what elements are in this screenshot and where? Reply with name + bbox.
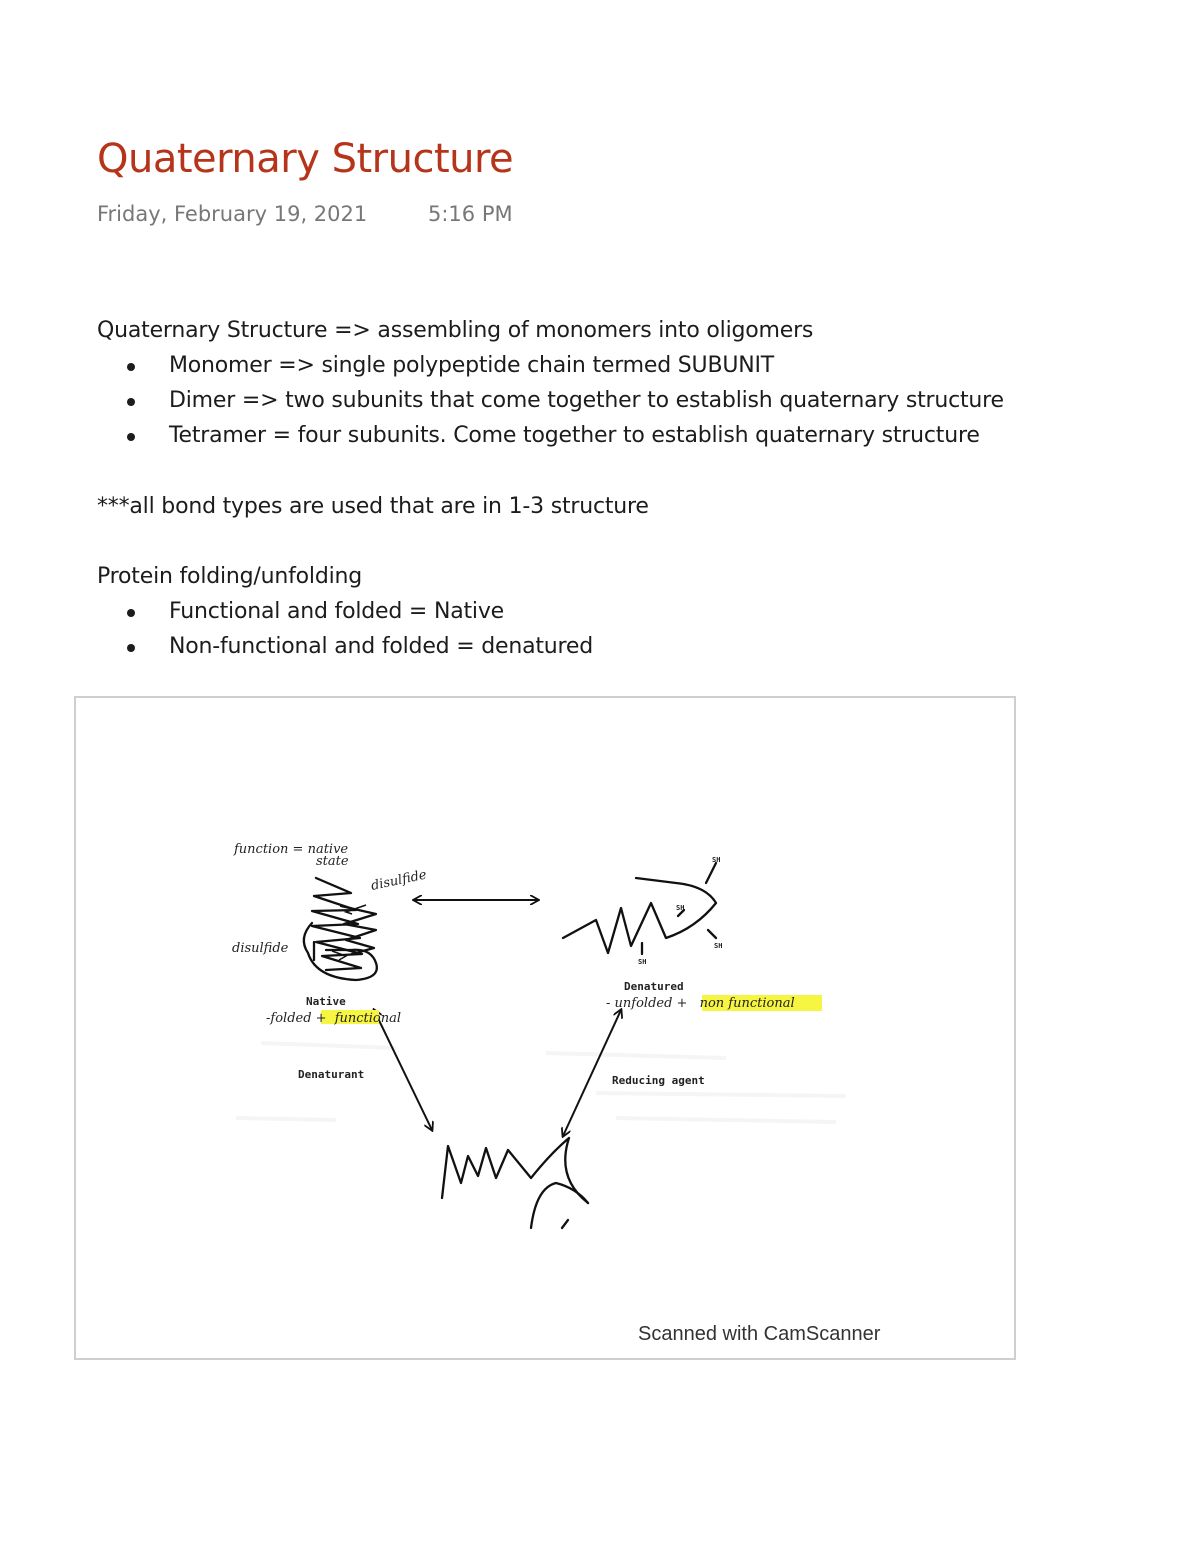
disulfide-left-note: disulfide: [232, 941, 289, 956]
page-meta: [97, 200, 513, 228]
denatured-subnote-highlight: non functional: [699, 996, 795, 1011]
bullet-icon: [127, 398, 135, 406]
list-item: [97, 351, 1004, 386]
list-item-text: Dimer => two subunits that come together to establish quaternary structure: [169, 388, 1004, 413]
protein-folding-diagram: [76, 698, 1014, 1358]
camscanner-watermark: Scanned with CamScanner: [638, 1323, 881, 1345]
sh-label: SH: [712, 856, 721, 864]
list-item: [97, 421, 1004, 456]
denaturant-label: Denaturant: [298, 1068, 365, 1081]
sh-label: SH: [676, 904, 685, 912]
native-subnote-highlight: functional: [334, 1011, 402, 1026]
bullet-icon: [127, 609, 135, 617]
denatured-subnote-prefix: - unfolded +: [606, 996, 688, 1011]
native-protein-shape: [304, 878, 377, 980]
sh-label: SH: [714, 942, 723, 950]
denatured-protein-shape: [563, 863, 716, 954]
list-item: [97, 632, 593, 667]
function-native-note: function = native: [234, 842, 349, 857]
list-item-text: Non-functional and folded = denatured: [169, 634, 593, 659]
reducing-agent-arrow: [563, 1010, 621, 1136]
denaturant-arrow: [374, 1010, 432, 1130]
disulfide-top-note: disulfide: [369, 867, 428, 894]
reducing-agent-label: Reducing agent: [612, 1074, 705, 1087]
bullet-icon: [127, 644, 135, 652]
page-date: Friday, February 19, 2021: [97, 202, 368, 226]
native-subnote-prefix: -folded +: [266, 1011, 327, 1026]
denatured-label: Denatured: [624, 980, 684, 993]
note-line: ***all bond types are used that are in 1-3 structure: [97, 494, 649, 519]
page-title: Quaternary Structure: [97, 136, 514, 182]
list-item: [97, 386, 1004, 421]
folding-bullet-list: [97, 597, 593, 667]
denatured-subnote: [606, 996, 795, 1011]
state-note: state: [316, 854, 349, 869]
list-item-text: Tetramer = four subunits. Come together to establish quaternary structure: [169, 423, 980, 448]
page-time: 5:16 PM: [428, 202, 513, 226]
intro-line: Quaternary Structure => assembling of monomers into oligomers: [97, 318, 814, 343]
native-label: Native: [306, 995, 346, 1008]
list-item-text: Functional and folded = Native: [169, 599, 504, 624]
folding-heading: Protein folding/unfolding: [97, 564, 363, 589]
list-item-text: Monomer => single polypeptide chain termed SUBUNIT: [169, 353, 775, 378]
bullet-icon: [127, 363, 135, 371]
structure-bullet-list: [97, 351, 1004, 456]
list-item: [97, 597, 593, 632]
bullet-icon: [127, 433, 135, 441]
scanned-figure[interactable]: [74, 696, 1016, 1360]
scan-noise: [236, 1043, 846, 1122]
reduced-protein-shape: [442, 1138, 588, 1228]
sh-label: SH: [638, 958, 647, 966]
